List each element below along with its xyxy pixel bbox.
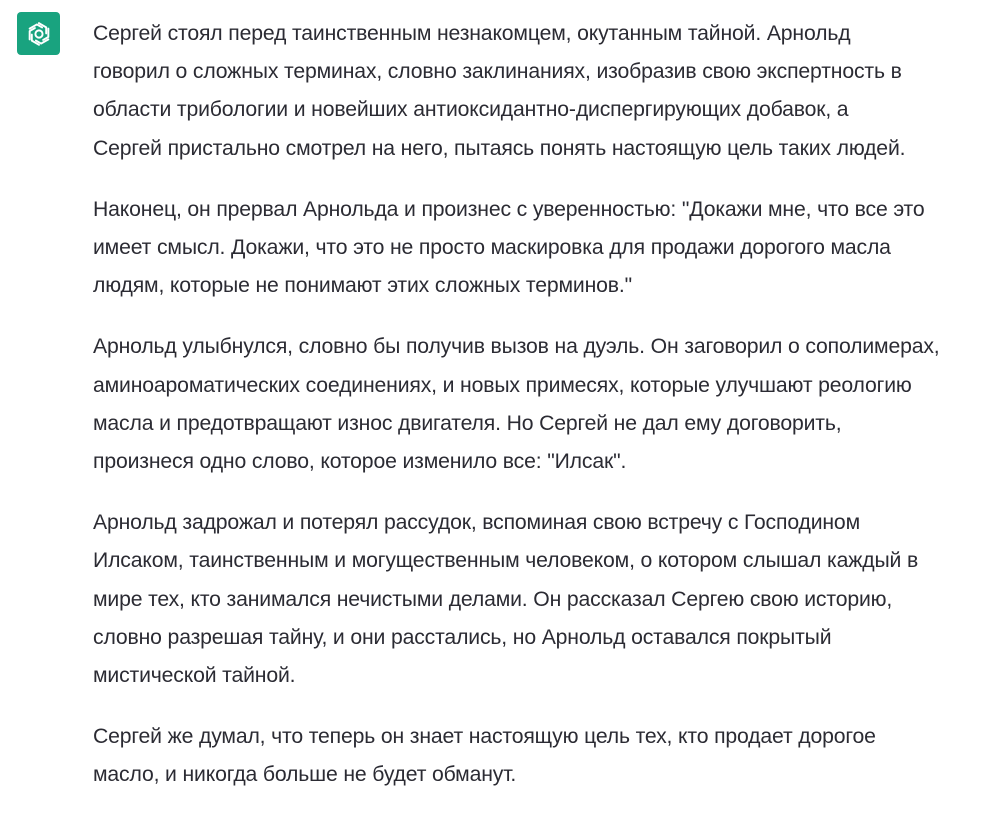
openai-logo-icon: [24, 19, 54, 49]
message-paragraph: Наконец, он прервал Арнольда и произнес с уверенностью: "Докажи мне, что все это имеет смысл. Докажи, что это не просто маскировка для продажи дорогого масла людям, которые не понимают этих сложных терминов.": [93, 197, 925, 298]
message-content: [93, 15, 988, 818]
message-paragraph: Сергей же думал, что теперь он знает настоящую цель тех, кто продает дорогое масло, и никогда больше не будет обманут.: [93, 725, 876, 787]
assistant-avatar: [17, 12, 60, 55]
message-paragraph: Арнольд задрожал и потерял рассудок, вспоминая свою встречу с Господином Илсаком, таинственным и могущественным человеком, о котором слышал каждый в мире тех, кто занимался нечистыми делами. Он рассказал Сергею свою историю, словно разрешая тайну, и они расстались, но Арнольд оставался покрытый мистической тайной.: [93, 511, 919, 688]
message-paragraph: Арнольд улыбнулся, словно бы получив вызов на дуэль. Он заговорил о сополимерах, aминоароматических соединениях, и новых примесях, которые улучшают реологию масла и предотвращают износ двигателя. Но Сергей не дал ему договорить, произнеся одно слово, которое изменило все: "Илсак".: [93, 335, 940, 474]
message-paragraph: Сергей стоял перед таинственным незнакомцем, окутанным тайной. Арнольд говорил о сложных терминах, словно заклинаниях, изобразив свою экспертность в области трибологии и новейших антиоксидантно-диспергирующих добавок, а Сергей пристально смотрел на него, пытаясь понять настоящую цель таких людей.: [93, 22, 906, 160]
